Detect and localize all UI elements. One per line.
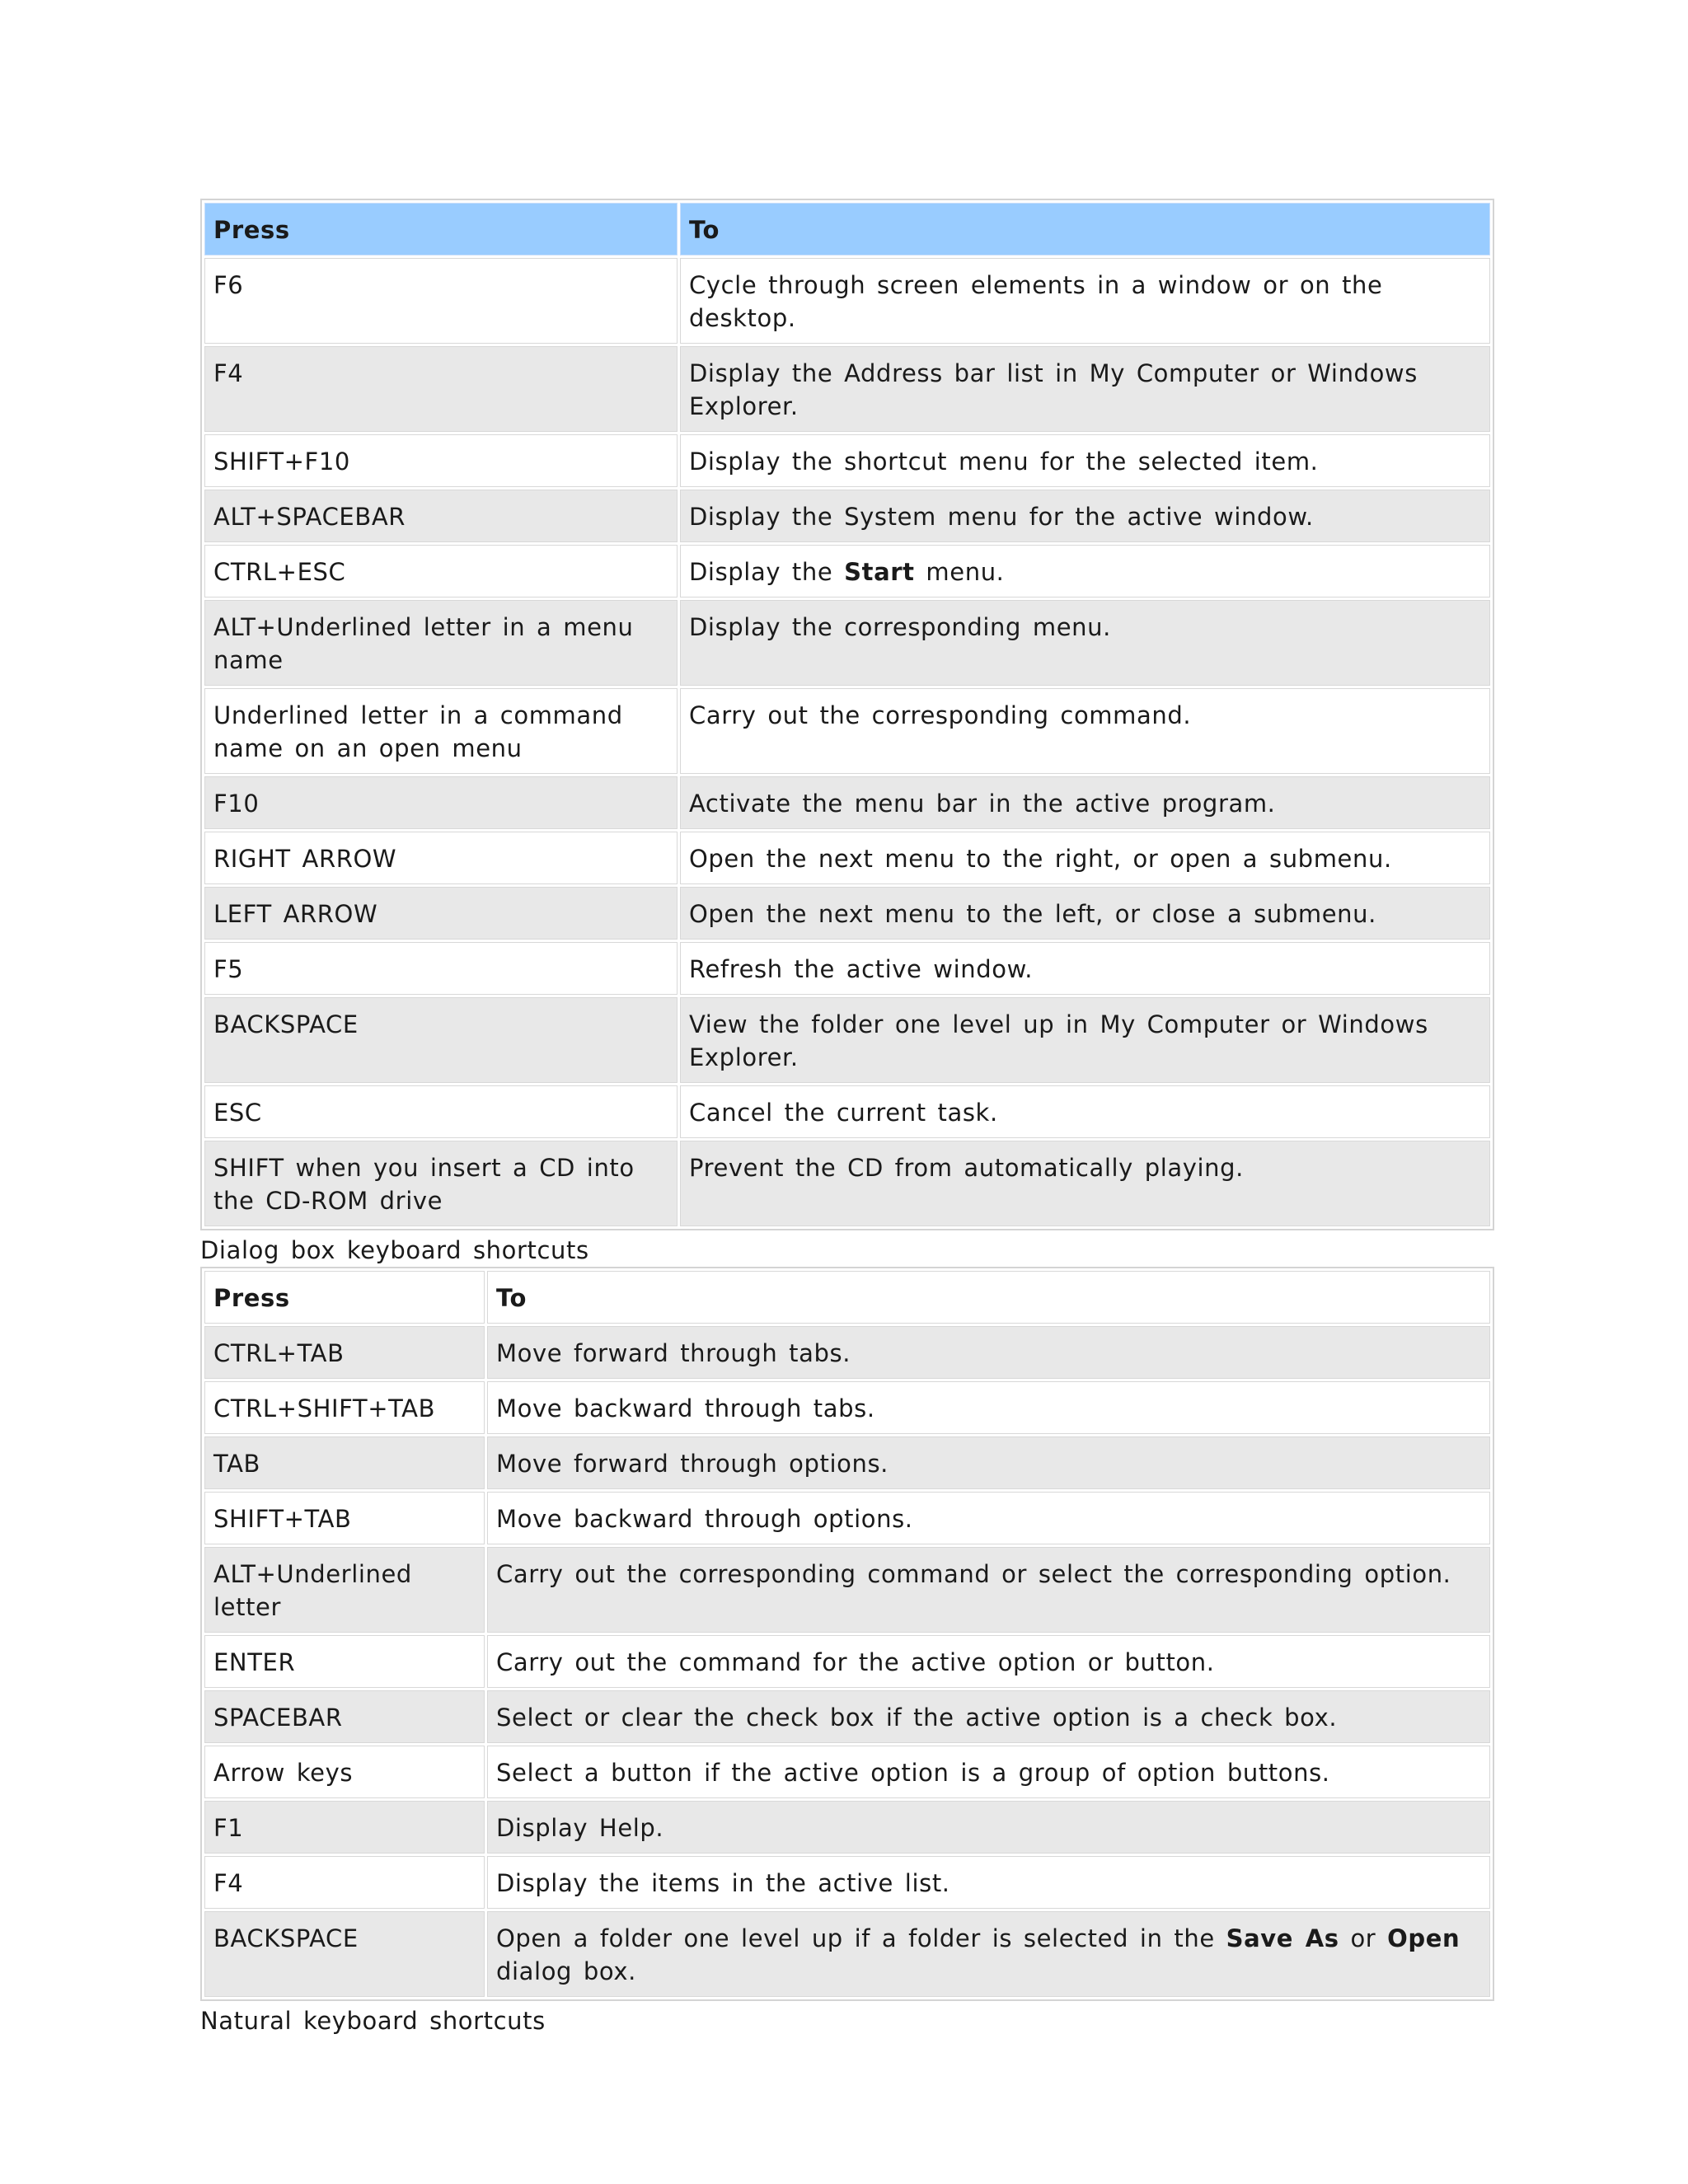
table-row xyxy=(204,434,1490,487)
dialog-shortcuts-table xyxy=(200,1267,1494,2001)
to-cell: Display the items in the active list. xyxy=(487,1856,1490,1909)
table-row xyxy=(204,1856,1490,1909)
table-row xyxy=(204,490,1490,542)
to-text: dialog box. xyxy=(496,1957,636,1985)
press-cell: SHIFT+TAB xyxy=(204,1492,485,1544)
to-cell: Cycle through screen elements in a window or on the desktop. xyxy=(680,258,1490,344)
to-text: or xyxy=(1339,1924,1388,1952)
press-cell: CTRL+ESC xyxy=(204,545,678,598)
to-cell: Move backward through options. xyxy=(487,1492,1490,1544)
table-row xyxy=(204,1085,1490,1138)
header-press: Press xyxy=(204,203,678,255)
to-cell: Activate the menu bar in the active program. xyxy=(680,776,1490,829)
press-cell: F4 xyxy=(204,1856,485,1909)
press-cell: RIGHT ARROW xyxy=(204,832,678,884)
to-cell: Carry out the command for the active option or button. xyxy=(487,1635,1490,1688)
header-press: Press xyxy=(204,1271,485,1324)
table-header-row xyxy=(204,1271,1490,1324)
table-row xyxy=(204,776,1490,829)
table-header-row xyxy=(204,203,1490,255)
windows-shortcuts-table xyxy=(200,199,1494,1230)
to-cell xyxy=(487,1911,1490,1997)
press-cell: ALT+Underlined letter xyxy=(204,1547,485,1633)
press-cell: TAB xyxy=(204,1436,485,1489)
to-cell: Display the shortcut menu for the selected item. xyxy=(680,434,1490,487)
table-row xyxy=(204,1801,1490,1854)
press-cell: SHIFT when you insert a CD into the CD-ROM drive xyxy=(204,1141,678,1226)
to-cell: Move forward through options. xyxy=(487,1436,1490,1489)
table-row xyxy=(204,1690,1490,1743)
to-cell: Move forward through tabs. xyxy=(487,1326,1490,1379)
table-row xyxy=(204,688,1490,774)
to-cell: Carry out the corresponding command or select the corresponding option. xyxy=(487,1547,1490,1633)
table-row xyxy=(204,942,1490,995)
press-cell: ENTER xyxy=(204,1635,485,1688)
press-cell: BACKSPACE xyxy=(204,997,678,1083)
to-cell: Carry out the corresponding command. xyxy=(680,688,1490,774)
table-row xyxy=(204,1381,1490,1434)
press-cell: ESC xyxy=(204,1085,678,1138)
table-row xyxy=(204,1141,1490,1226)
to-cell xyxy=(680,545,1490,598)
press-cell: F1 xyxy=(204,1801,485,1854)
table-row xyxy=(204,545,1490,598)
to-cell: Display the Address bar list in My Computer or Windows Explorer. xyxy=(680,346,1490,432)
press-cell: F5 xyxy=(204,942,678,995)
table-row xyxy=(204,1492,1490,1544)
to-text: Open a folder one level up if a folder is selected in the xyxy=(496,1924,1226,1952)
to-cell: Cancel the current task. xyxy=(680,1085,1490,1138)
to-cell: Select a button if the active option is a group of option buttons. xyxy=(487,1746,1490,1798)
press-cell: SHIFT+F10 xyxy=(204,434,678,487)
to-text: Display the xyxy=(689,558,845,586)
to-cell: Move backward through tabs. xyxy=(487,1381,1490,1434)
press-cell: Arrow keys xyxy=(204,1746,485,1798)
table-row xyxy=(204,1911,1490,1997)
table-row xyxy=(204,1326,1490,1379)
to-cell: View the folder one level up in My Computer or Windows Explorer. xyxy=(680,997,1490,1083)
table-row xyxy=(204,258,1490,344)
to-cell: Open the next menu to the right, or open a submenu. xyxy=(680,832,1490,884)
press-cell: CTRL+TAB xyxy=(204,1326,485,1379)
press-cell: LEFT ARROW xyxy=(204,887,678,940)
document-page xyxy=(200,199,1494,2037)
to-cell: Display the System menu for the active window. xyxy=(680,490,1490,542)
to-cell: Prevent the CD from automatically playing. xyxy=(680,1141,1490,1226)
table-row xyxy=(204,832,1490,884)
table-row xyxy=(204,1547,1490,1633)
table-row xyxy=(204,1436,1490,1489)
to-cell: Refresh the active window. xyxy=(680,942,1490,995)
header-to: To xyxy=(487,1271,1490,1324)
section-caption: Natural keyboard shortcuts xyxy=(200,2007,546,2035)
press-cell: Underlined letter in a command name on an open menu xyxy=(204,688,678,774)
press-cell: F6 xyxy=(204,258,678,344)
start-menu-term: Start xyxy=(844,558,915,586)
header-to: To xyxy=(680,203,1490,255)
to-cell: Display Help. xyxy=(487,1801,1490,1854)
open-term: Open xyxy=(1387,1924,1461,1952)
to-cell: Open the next menu to the left, or close a submenu. xyxy=(680,887,1490,940)
press-cell: F10 xyxy=(204,776,678,829)
table-row xyxy=(204,600,1490,686)
press-cell: CTRL+SHIFT+TAB xyxy=(204,1381,485,1434)
table-row xyxy=(204,1635,1490,1688)
table-row xyxy=(204,887,1490,940)
to-cell: Display the corresponding menu. xyxy=(680,600,1490,686)
table-row xyxy=(204,997,1490,1083)
to-text: menu. xyxy=(914,558,1005,586)
press-cell: ALT+SPACEBAR xyxy=(204,490,678,542)
press-cell: F4 xyxy=(204,346,678,432)
table-row xyxy=(204,1746,1490,1798)
press-cell: ALT+Underlined letter in a menu name xyxy=(204,600,678,686)
table-row xyxy=(204,346,1490,432)
to-cell: Select or clear the check box if the active option is a check box. xyxy=(487,1690,1490,1743)
save-as-term: Save As xyxy=(1226,1924,1339,1952)
press-cell: BACKSPACE xyxy=(204,1911,485,1997)
section-caption: Dialog box keyboard shortcuts xyxy=(200,1236,589,1264)
press-cell: SPACEBAR xyxy=(204,1690,485,1743)
